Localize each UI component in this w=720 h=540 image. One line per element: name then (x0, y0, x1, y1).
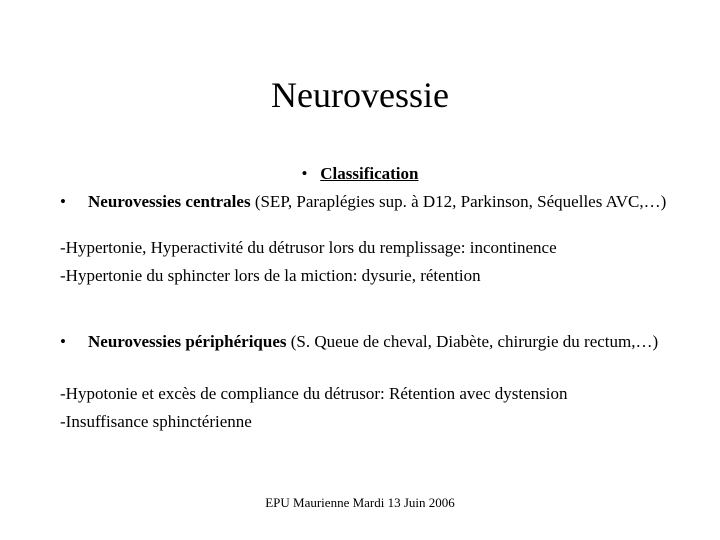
section-peripheriques-line-1: -Hypotonie et excès de compliance du détrusor: Rétention avec dystension (60, 384, 568, 403)
slide-footer: EPU Maurienne Mardi 13 Juin 2006 (265, 495, 455, 510)
classification-label: Classification (320, 164, 419, 183)
section-centrales-detail: (SEP, Paraplégies sup. à D12, Parkinson, Séquelles AVC,…) (250, 192, 667, 211)
section-centrales-lines (60, 236, 680, 287)
section-centrales-bullet (60, 190, 680, 213)
section-centrales-line-1: -Hypertonie, Hyperactivité du détrusor lors du remplissage: incontinence (60, 238, 557, 257)
section-peripheriques-bullet (60, 330, 680, 353)
section-peripheriques-label: Neurovessies périphériques (88, 332, 287, 351)
section-centrales-label: Neurovessies centrales (88, 192, 251, 211)
section-peripheriques-line-2: -Insuffisance sphinctérienne (60, 412, 252, 431)
bullet-glyph: • (60, 332, 66, 351)
slide-title: Neurovessie (271, 75, 449, 115)
section-peripheriques (60, 330, 680, 353)
section-centrales-line-2: -Hypertonie du sphincter lors de la miction: dysurie, rétention (60, 266, 481, 285)
section-peripheriques-detail: (S. Queue de cheval, Diabète, chirurgie du rectum,…) (286, 332, 659, 351)
classification-heading (0, 162, 720, 185)
section-centrales (60, 190, 680, 213)
section-peripheriques-lines (60, 382, 680, 433)
bullet-glyph: • (301, 164, 308, 183)
bullet-glyph: • (60, 192, 66, 211)
